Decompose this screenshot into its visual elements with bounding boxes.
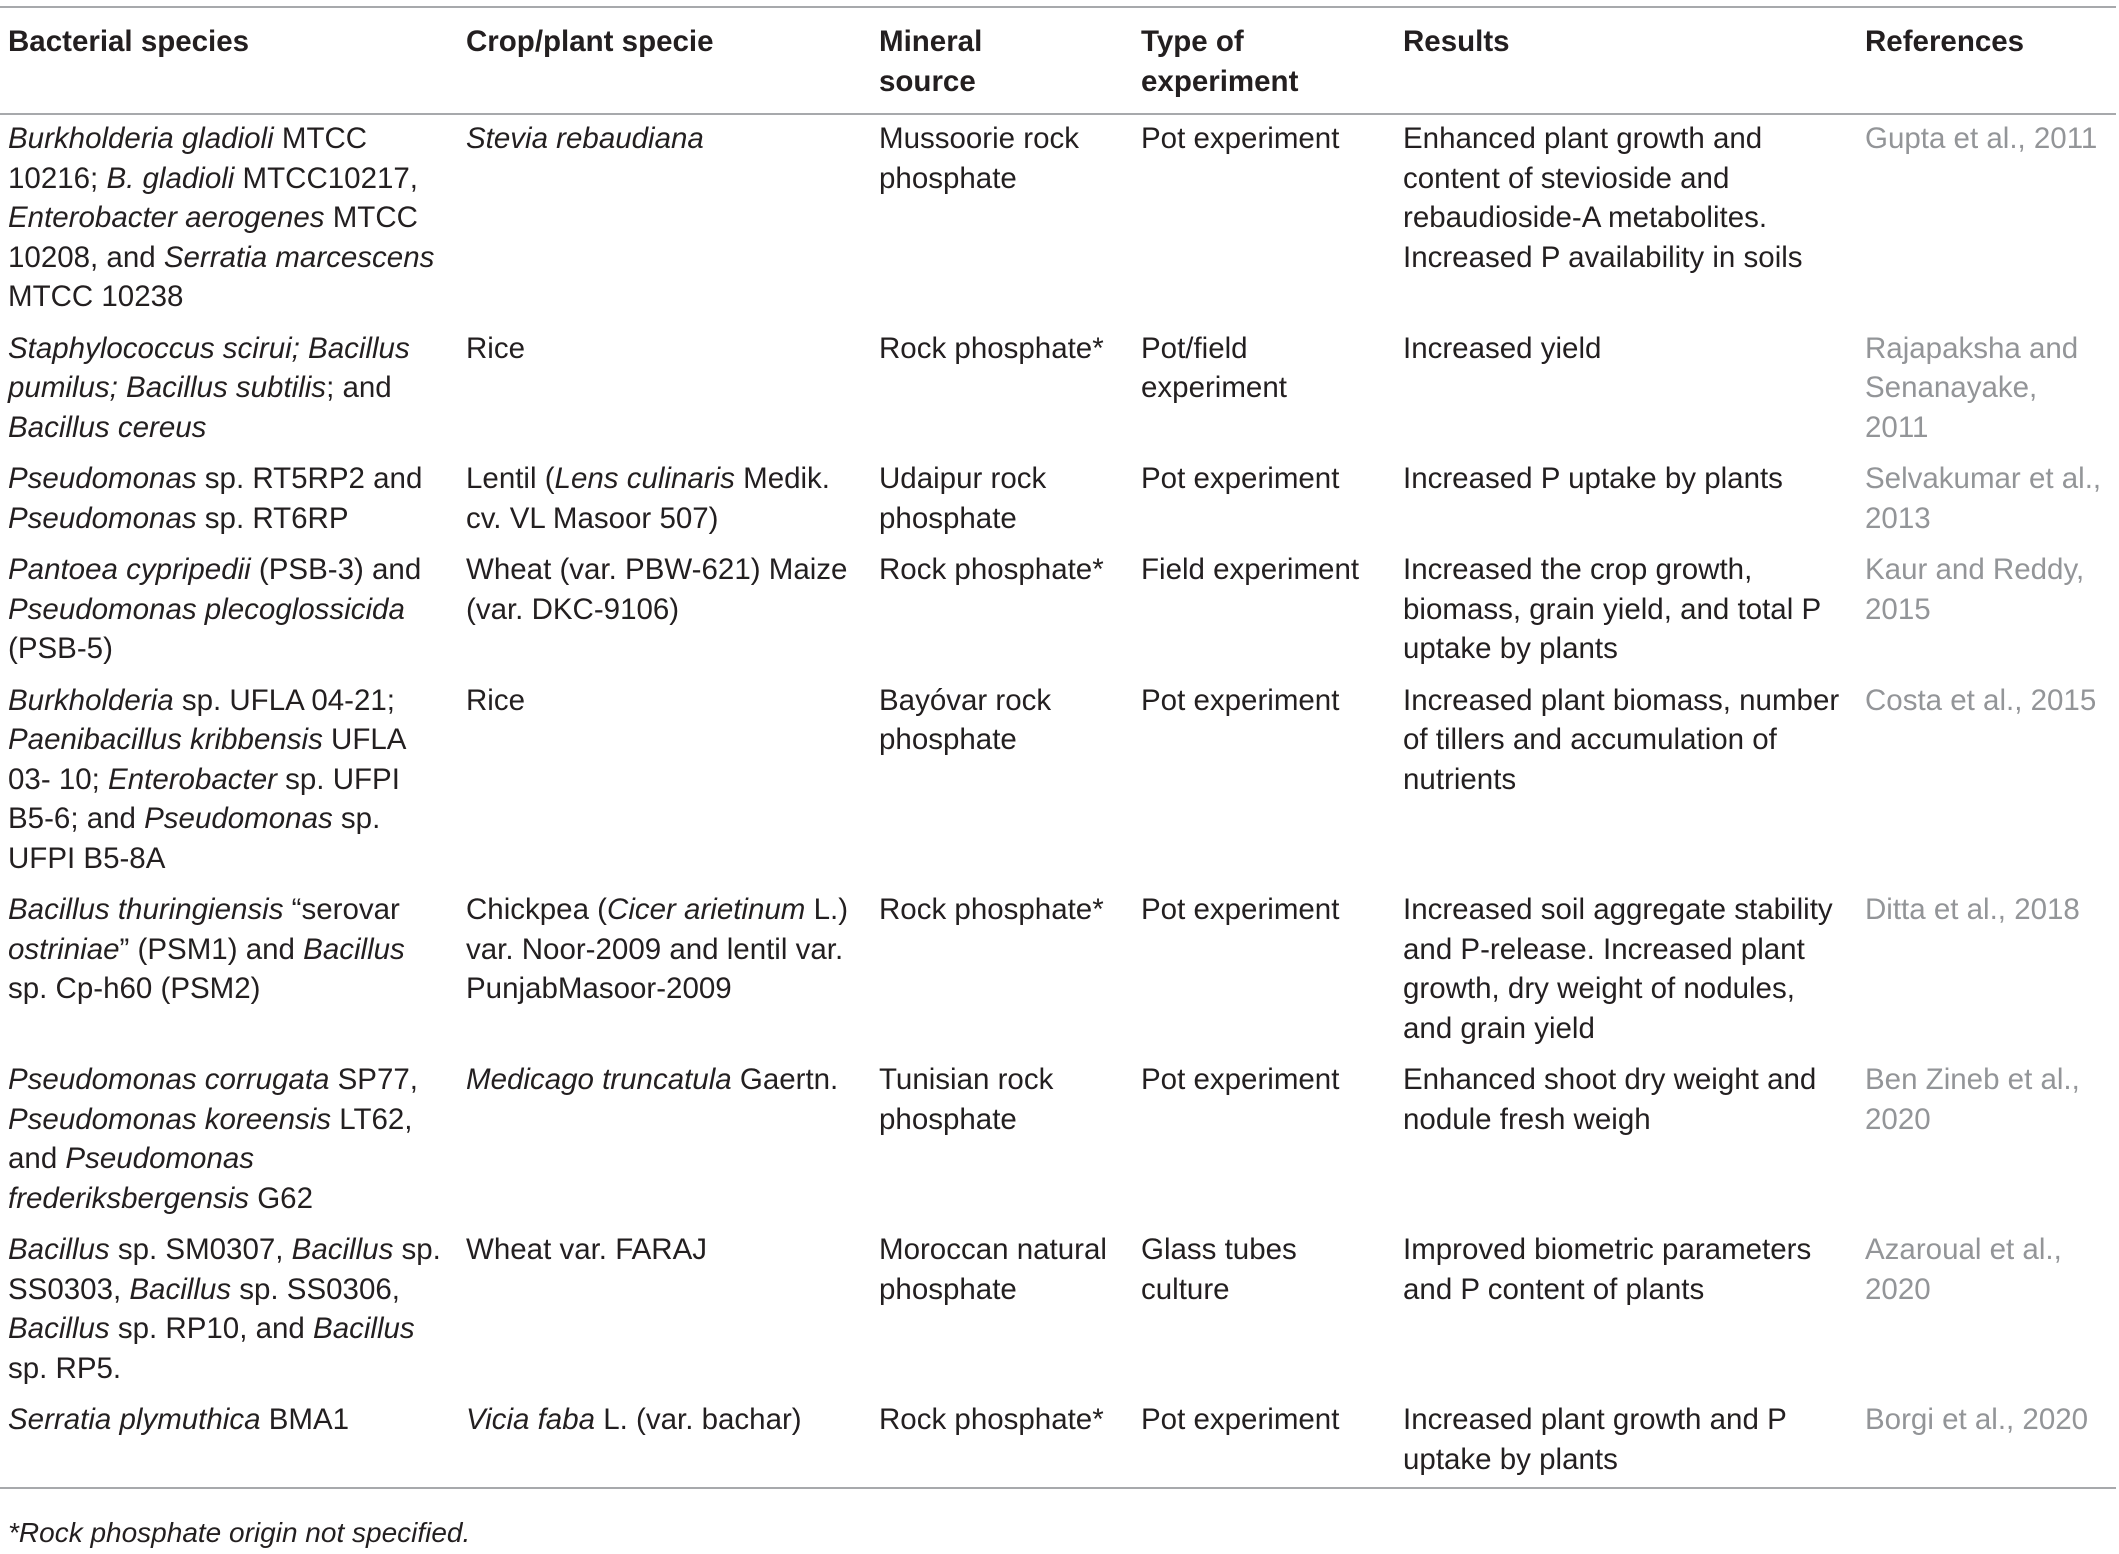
bacteria-segment: (PSB-5): [8, 632, 113, 665]
table-row: [0, 1226, 2116, 1396]
bacteria-segment: sp. RP10, and: [109, 1312, 314, 1345]
table-body: [0, 114, 2116, 1488]
crop-segment: Chickpea (: [466, 893, 608, 926]
cell-experiment-type: Pot experiment: [1141, 1403, 1340, 1436]
bacteria-segment: Pseudomonas: [8, 462, 197, 495]
table-row: [0, 677, 2116, 887]
cell-experiment-type: Pot experiment: [1141, 122, 1340, 155]
cell-results: Increased plant biomass, number of tillers and accumulation of nutrients: [1403, 683, 1840, 796]
cell-bacterial-species: [0, 1226, 458, 1396]
cell-results: Increased yield: [1403, 331, 1602, 365]
bacteria-segment: Bacillus: [8, 1233, 110, 1266]
cell-bacterial-species: [0, 1056, 458, 1226]
cell-bacterial-species: [0, 1396, 458, 1488]
cell-mineral-source: Moroccan natural phosphate: [879, 1233, 1107, 1306]
crop-segment: Wheat (var. PBW-621) Maize (var. DKC-9106): [466, 553, 848, 626]
table-footnote: *Rock phosphate origin not specified.: [8, 1517, 471, 1548]
table-header-row: [0, 7, 2116, 114]
cell-crop: [458, 1056, 871, 1226]
crop-segment: Lens culinaris: [554, 462, 735, 495]
cell-results: Increased P uptake by plants: [1403, 462, 1783, 495]
table-row: [0, 114, 2116, 325]
bacteria-segment: Bacillus cereus: [8, 410, 207, 444]
bacteria-segment: G62: [249, 1181, 313, 1215]
cell-experiment-type: Pot experiment: [1141, 462, 1340, 495]
cell-results: Improved biometric parameters and P content of plants: [1403, 1233, 1812, 1306]
cell-experiment-type: Field experiment: [1141, 553, 1360, 586]
cell-crop: [458, 546, 871, 677]
bacteria-segment: Staphylococcus scirui; Bacillus pumilus; Bacillus subtilis: [8, 331, 410, 404]
crop-segment: L.) var. Noor-2009 and lentil var. PunjabMasoor-2009: [466, 893, 849, 1005]
cell-reference: Azaroual et al., 2020: [1865, 1233, 2062, 1306]
cell-mineral-source: Udaipur rock phosphate: [879, 462, 1047, 535]
bacteria-segment: sp. RT5RP2 and: [196, 462, 423, 495]
bacteria-segment: Pseudomonas: [144, 802, 333, 835]
table-row: [0, 455, 2116, 546]
header-results: Results: [1395, 7, 1857, 114]
cell-reference: Selvakumar et al., 2013: [1865, 462, 2102, 535]
cell-bacterial-species: [0, 546, 458, 677]
bacteria-segment: MTCC 10238: [8, 280, 184, 313]
cell-mineral-source: Rock phosphate*: [879, 331, 1104, 365]
bacteria-segment: Enterobacter: [108, 762, 277, 796]
cell-crop: [458, 114, 871, 325]
bacteria-segment: Pantoea cypripedii: [8, 553, 251, 586]
cell-reference: Ben Zineb et al., 2020: [1865, 1063, 2080, 1136]
cell-experiment-type: Pot/field experiment: [1141, 331, 1287, 404]
bacteria-segment: Paenibacillus kribbensis: [8, 723, 323, 756]
crop-segment: Medicago truncatula: [466, 1063, 732, 1096]
cell-experiment-type: Glass tubes culture: [1141, 1233, 1297, 1306]
bacteria-segment: sp. RT6RP: [196, 501, 349, 535]
cell-reference: Rajapaksha and Senanayake, 2011: [1865, 331, 2079, 444]
bacteria-segment: Bacillus: [291, 1233, 394, 1266]
bacteria-segment: Bacillus: [313, 1312, 415, 1345]
table-row: [0, 546, 2116, 677]
crop-segment: Vicia faba: [466, 1403, 596, 1436]
bacteria-segment: sp. UFPI B5-8A: [8, 802, 381, 875]
cell-experiment-type: Pot experiment: [1141, 683, 1340, 717]
bacteria-segment: MTCC10217,: [234, 161, 418, 195]
bacteria-segment: Pseudomonas frederiksbergensis: [8, 1142, 255, 1215]
cell-crop: [458, 1226, 871, 1396]
crop-segment: Gaertn.: [731, 1063, 839, 1096]
cell-reference: Costa et al., 2015: [1865, 683, 2097, 717]
bacteria-segment: Bacillus: [303, 932, 405, 966]
cell-bacterial-species: [0, 677, 458, 887]
cell-results: Increased soil aggregate stability and P-release. Increased plant growth, dry weight of nodules, and grain yield: [1403, 893, 1833, 1045]
cell-mineral-source: Tunisian rock phosphate: [879, 1063, 1054, 1136]
crop-segment: Rice: [466, 683, 526, 717]
cell-reference: Gupta et al., 2011: [1865, 122, 2098, 155]
bacteria-segment: Burkholderia gladioli: [8, 122, 274, 155]
bacteria-segment: Serratia marcescens: [163, 240, 435, 274]
bacteria-segment: sp. RP5.: [8, 1351, 122, 1385]
bacteria-segment: ostriniae: [8, 932, 120, 966]
bacteria-segment: MTCC 10208, and: [8, 201, 418, 274]
bacteria-segment: sp. UFLA 04-21;: [173, 683, 395, 717]
cell-results: Increased plant growth and P uptake by plants: [1403, 1403, 1787, 1476]
bacteria-segment: Pseudomonas: [8, 501, 197, 535]
table-row: [0, 1056, 2116, 1226]
bacteria-segment: sp. SS0306,: [231, 1272, 400, 1306]
cell-reference: Ditta et al., 2018: [1865, 893, 2080, 926]
bacteria-segment: Serratia plymuthica: [8, 1403, 261, 1436]
cell-crop: [458, 325, 871, 456]
bacteria-segment: BMA1: [260, 1403, 350, 1436]
crop-segment: Cicer arietinum: [607, 893, 806, 926]
crop-segment: Medik. cv. VL Masoor 507): [466, 462, 831, 535]
bacteria-segment: Burkholderia: [8, 683, 174, 717]
cell-mineral-source: Rock phosphate*: [879, 893, 1104, 926]
bacteria-segment: LT62, and: [8, 1102, 413, 1175]
table-row: [0, 325, 2116, 456]
cell-results: Enhanced shoot dry weight and nodule fresh weigh: [1403, 1063, 1817, 1136]
table-row: [0, 886, 2116, 1056]
cell-reference: Borgi et al., 2020: [1865, 1403, 2089, 1436]
bacteria-segment: “serovar: [283, 893, 400, 926]
bacteria-segment: ; and: [326, 371, 392, 404]
crop-segment: Wheat var. FARAJ: [466, 1233, 707, 1266]
bacteria-segment: Bacillus thuringiensis: [8, 893, 284, 926]
cell-crop: [458, 1396, 871, 1488]
bacteria-segment: sp. SM0307,: [109, 1233, 292, 1266]
cell-results: Increased the crop growth, biomass, grain yield, and total P uptake by plants: [1403, 553, 1821, 665]
bacteria-segment: Bacillus: [129, 1272, 232, 1306]
bacteria-segment: Bacillus: [8, 1312, 110, 1345]
cell-mineral-source: Rock phosphate*: [879, 1403, 1104, 1436]
bacteria-segment: MTCC 10216;: [8, 122, 368, 195]
bacteria-segment: UFLA 03- 10;: [8, 723, 405, 796]
cell-experiment-type: Pot experiment: [1141, 893, 1340, 926]
bacteria-segment: SP77,: [329, 1063, 418, 1096]
crop-segment: Lentil (: [466, 462, 555, 495]
header-mineral-source: Mineral source: [871, 7, 1133, 114]
bacteria-segment: sp. SS0303,: [8, 1233, 441, 1306]
cell-bacterial-species: [0, 325, 458, 456]
bacteria-segment: B. gladioli: [106, 161, 235, 195]
bacteria-segment: Pseudomonas plecoglossicida: [8, 592, 405, 626]
cell-crop: [458, 455, 871, 546]
bacteria-segment: (PSB-3) and: [250, 553, 422, 586]
header-references: References: [1857, 7, 2116, 114]
table-row: [0, 1396, 2116, 1488]
bacteria-segment: sp. Cp-h60 (PSM2): [8, 972, 261, 1005]
bacteria-segment: Enterobacter aerogenes: [8, 201, 325, 234]
bacteria-table: [0, 6, 2116, 1489]
cell-crop: [458, 886, 871, 1056]
crop-segment: Stevia rebaudiana: [466, 122, 704, 155]
cell-reference: Kaur and Reddy, 2015: [1865, 553, 2085, 626]
bacteria-segment: sp. UFPI B5-6; and: [8, 762, 400, 835]
cell-bacterial-species: [0, 455, 458, 546]
bacteria-segment: ” (PSM1) and: [119, 932, 304, 966]
bacteria-segment: Pseudomonas corrugata: [8, 1063, 330, 1096]
crop-segment: L. (var. bachar): [595, 1403, 802, 1436]
cell-mineral-source: Bayóvar rock phosphate: [879, 683, 1052, 756]
cell-bacterial-species: [0, 114, 458, 325]
cell-mineral-source: Mussoorie rock phosphate: [879, 122, 1080, 195]
cell-bacterial-species: [0, 886, 458, 1056]
header-crop: Crop/plant specie: [458, 7, 871, 114]
cell-crop: [458, 677, 871, 887]
bacteria-segment: Pseudomonas koreensis: [8, 1102, 332, 1136]
cell-mineral-source: Rock phosphate*: [879, 553, 1104, 586]
cell-experiment-type: Pot experiment: [1141, 1063, 1340, 1096]
header-bacterial-species: Bacterial species: [0, 7, 458, 114]
cell-results: Enhanced plant growth and content of stevioside and rebaudioside-A metabolites. Increased P availability in soils: [1403, 122, 1803, 274]
crop-segment: Rice: [466, 331, 526, 365]
header-experiment-type: Type of experiment: [1133, 7, 1395, 114]
